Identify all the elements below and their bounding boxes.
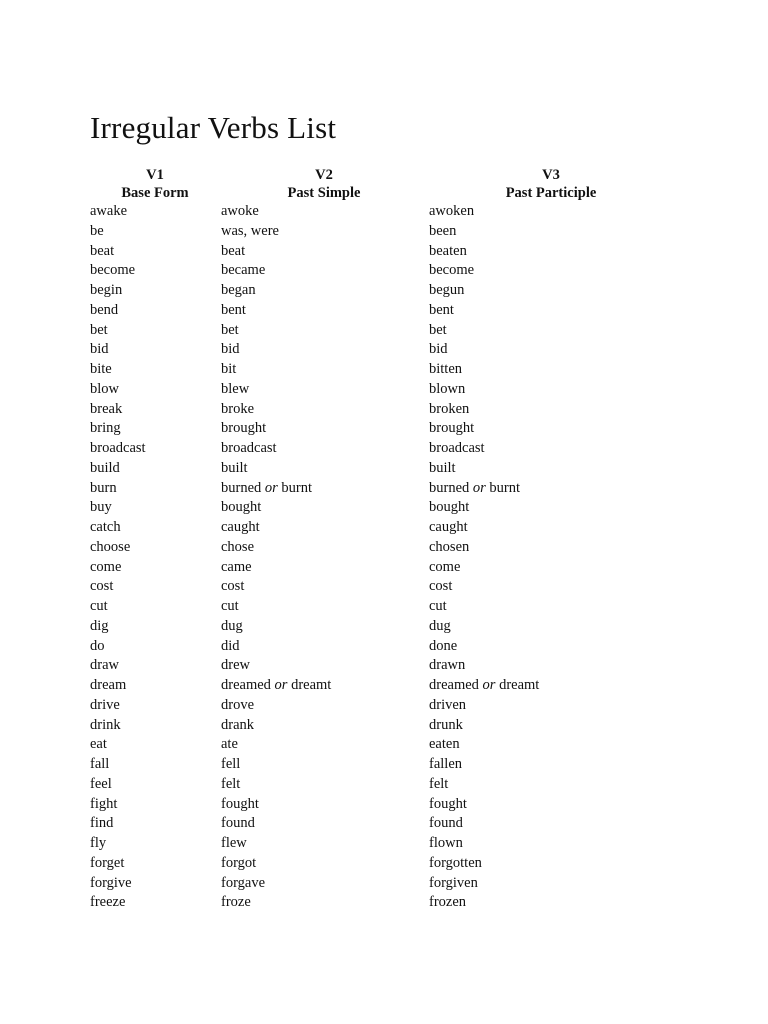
verb-form: dreamt bbox=[287, 677, 332, 693]
cell-v2: broadcast bbox=[221, 440, 277, 456]
cell-v3: eaten bbox=[429, 736, 460, 753]
cell-v3: begun bbox=[429, 282, 465, 298]
cell-v3: dug bbox=[429, 617, 451, 634]
column-label: Past Participle bbox=[505, 185, 597, 201]
cell-v1: blow bbox=[90, 380, 119, 397]
cell-v3: bet bbox=[429, 321, 447, 338]
table-row bbox=[0, 301, 768, 321]
cell-v3: become bbox=[429, 262, 475, 279]
verb-form: burned bbox=[429, 479, 473, 496]
cell-v2: brought bbox=[221, 420, 267, 437]
column-code: V2 bbox=[315, 167, 333, 183]
cell-v3: fallen bbox=[429, 756, 463, 772]
verb-table bbox=[0, 202, 768, 913]
table-row bbox=[0, 261, 768, 281]
cell-v2: forgave bbox=[221, 874, 266, 891]
cell-v2: flew bbox=[221, 835, 247, 851]
cell-v1: bend bbox=[90, 301, 119, 318]
verb-form: dreamt bbox=[495, 677, 540, 693]
cell-v1: drive bbox=[90, 696, 120, 713]
table-row bbox=[0, 459, 768, 479]
cell-v3: bitten bbox=[429, 361, 463, 377]
table-row bbox=[0, 558, 768, 578]
cell-v1: build bbox=[90, 459, 120, 476]
cell-v1: beat bbox=[90, 242, 115, 259]
cell-v3: blown bbox=[429, 380, 466, 397]
cell-v1: fall bbox=[90, 756, 110, 772]
table-row bbox=[0, 340, 768, 360]
cell-v2: drank bbox=[221, 716, 255, 733]
table-row bbox=[0, 637, 768, 657]
cell-v3: come bbox=[429, 558, 461, 575]
cell-v2: froze bbox=[221, 894, 251, 911]
page-title: Irregular Verbs List bbox=[90, 110, 337, 145]
cell-v2: began bbox=[221, 282, 256, 298]
cell-v3: built bbox=[429, 459, 456, 476]
table-row bbox=[0, 242, 768, 262]
cell-v2: felt bbox=[221, 775, 241, 792]
cell-v2: did bbox=[221, 637, 240, 654]
column-header-v3 bbox=[428, 166, 674, 202]
column-header-v1 bbox=[90, 166, 220, 202]
cell-v3: drunk bbox=[429, 716, 463, 733]
cell-v1: freeze bbox=[90, 894, 126, 911]
table-row bbox=[0, 617, 768, 637]
cell-v2: drew bbox=[221, 657, 250, 674]
connector-word: or bbox=[264, 479, 278, 496]
cell-v3: flown bbox=[429, 835, 463, 851]
cell-v2 bbox=[221, 676, 331, 696]
cell-v2: drove bbox=[221, 696, 255, 713]
cell-v2: cost bbox=[221, 578, 245, 595]
table-row bbox=[0, 439, 768, 459]
verb-form: dreamed bbox=[221, 677, 275, 693]
table-row bbox=[0, 419, 768, 439]
cell-v3: cut bbox=[429, 598, 447, 614]
cell-v3: bent bbox=[429, 301, 454, 318]
cell-v1: cost bbox=[90, 578, 114, 595]
cell-v1: become bbox=[90, 262, 136, 279]
cell-v3: fought bbox=[429, 795, 467, 812]
cell-v2: awoke bbox=[221, 203, 259, 219]
column-label: Base Form bbox=[121, 185, 189, 201]
column-header-v2 bbox=[220, 166, 428, 202]
cell-v3: done bbox=[429, 637, 458, 654]
cell-v3: forgotten bbox=[429, 854, 482, 871]
cell-v1: find bbox=[90, 815, 114, 832]
table-row bbox=[0, 854, 768, 874]
connector-word: or bbox=[472, 479, 486, 496]
table-row bbox=[0, 222, 768, 242]
table-row bbox=[0, 834, 768, 854]
cell-v2: ate bbox=[221, 736, 238, 753]
table-row bbox=[0, 360, 768, 380]
verb-form: burnt bbox=[277, 479, 313, 496]
table-row bbox=[0, 656, 768, 676]
column-code: V1 bbox=[146, 167, 164, 183]
table-row bbox=[0, 498, 768, 518]
table-row bbox=[0, 597, 768, 617]
cell-v2: bet bbox=[221, 321, 239, 338]
cell-v3: bought bbox=[429, 499, 470, 516]
verb-form: dreamed bbox=[429, 677, 483, 693]
cell-v1: drink bbox=[90, 716, 121, 733]
table-row bbox=[0, 400, 768, 420]
cell-v1: come bbox=[90, 558, 122, 575]
connector-word: or bbox=[274, 677, 288, 693]
cell-v1: forgive bbox=[90, 874, 132, 891]
table-row bbox=[0, 676, 768, 696]
column-code: V3 bbox=[542, 167, 560, 183]
table-row bbox=[0, 735, 768, 755]
cell-v2 bbox=[221, 479, 312, 499]
cell-v1: bring bbox=[90, 420, 121, 437]
cell-v2: fought bbox=[221, 795, 259, 812]
cell-v1: bid bbox=[90, 341, 109, 358]
cell-v1: draw bbox=[90, 657, 119, 674]
table-row bbox=[0, 281, 768, 301]
cell-v1: forget bbox=[90, 854, 125, 871]
cell-v1: dream bbox=[90, 677, 127, 693]
cell-v1: awake bbox=[90, 203, 128, 219]
table-row bbox=[0, 874, 768, 894]
cell-v1: burn bbox=[90, 479, 117, 496]
cell-v1: buy bbox=[90, 499, 112, 516]
table-row bbox=[0, 577, 768, 597]
cell-v3: bid bbox=[429, 341, 448, 358]
table-row bbox=[0, 538, 768, 558]
cell-v2: chose bbox=[221, 538, 255, 555]
table-row bbox=[0, 479, 768, 499]
cell-v2: bid bbox=[221, 341, 240, 358]
cell-v3: beaten bbox=[429, 242, 467, 259]
cell-v2: caught bbox=[221, 519, 260, 535]
table-row bbox=[0, 321, 768, 341]
cell-v1: break bbox=[90, 400, 123, 417]
cell-v1: bet bbox=[90, 321, 108, 338]
cell-v1: choose bbox=[90, 538, 131, 555]
cell-v1: do bbox=[90, 637, 105, 654]
cell-v3: cost bbox=[429, 578, 453, 595]
table-row bbox=[0, 755, 768, 775]
cell-v2: bit bbox=[221, 361, 237, 377]
cell-v2: became bbox=[221, 262, 266, 279]
cell-v3: broken bbox=[429, 400, 470, 417]
cell-v2: came bbox=[221, 558, 252, 575]
cell-v2: was, were bbox=[221, 222, 279, 239]
cell-v3: brought bbox=[429, 420, 475, 437]
cell-v2: blew bbox=[221, 380, 250, 397]
table-row bbox=[0, 716, 768, 736]
table-row bbox=[0, 202, 768, 222]
cell-v1: cut bbox=[90, 598, 108, 614]
verb-form: burned bbox=[221, 479, 265, 496]
cell-v3: broadcast bbox=[429, 440, 485, 456]
cell-v3 bbox=[429, 676, 539, 696]
cell-v3: drawn bbox=[429, 657, 466, 674]
cell-v2: bent bbox=[221, 301, 246, 318]
cell-v3: felt bbox=[429, 775, 449, 792]
cell-v3: awoken bbox=[429, 203, 475, 219]
table-row bbox=[0, 814, 768, 834]
cell-v2: forgot bbox=[221, 854, 257, 871]
cell-v2: cut bbox=[221, 598, 239, 614]
cell-v1: eat bbox=[90, 736, 107, 753]
cell-v2: beat bbox=[221, 242, 246, 259]
table-row bbox=[0, 775, 768, 795]
cell-v1: bite bbox=[90, 361, 112, 377]
cell-v3: chosen bbox=[429, 538, 470, 555]
cell-v3: been bbox=[429, 222, 457, 239]
cell-v1: catch bbox=[90, 519, 121, 535]
cell-v2: bought bbox=[221, 499, 262, 516]
verb-form: burnt bbox=[485, 479, 521, 496]
cell-v1: begin bbox=[90, 282, 123, 298]
column-label: Past Simple bbox=[287, 185, 361, 201]
cell-v2: fell bbox=[221, 756, 241, 772]
cell-v1: be bbox=[90, 222, 104, 239]
cell-v3: forgiven bbox=[429, 874, 478, 891]
cell-v1: fly bbox=[90, 835, 107, 851]
cell-v2: built bbox=[221, 459, 248, 476]
cell-v1: dig bbox=[90, 617, 109, 634]
cell-v2: found bbox=[221, 815, 255, 832]
cell-v1: fight bbox=[90, 795, 118, 812]
cell-v3: found bbox=[429, 815, 463, 832]
table-row bbox=[0, 696, 768, 716]
cell-v2: dug bbox=[221, 617, 243, 634]
cell-v1: broadcast bbox=[90, 440, 146, 456]
table-row bbox=[0, 380, 768, 400]
cell-v3: driven bbox=[429, 696, 467, 713]
table-row bbox=[0, 795, 768, 815]
cell-v2: broke bbox=[221, 400, 255, 417]
cell-v3 bbox=[429, 479, 520, 499]
cell-v3: frozen bbox=[429, 894, 467, 911]
cell-v1: feel bbox=[90, 775, 112, 792]
table-row bbox=[0, 893, 768, 913]
table-row bbox=[0, 518, 768, 538]
cell-v3: caught bbox=[429, 519, 468, 535]
connector-word: or bbox=[482, 677, 496, 693]
